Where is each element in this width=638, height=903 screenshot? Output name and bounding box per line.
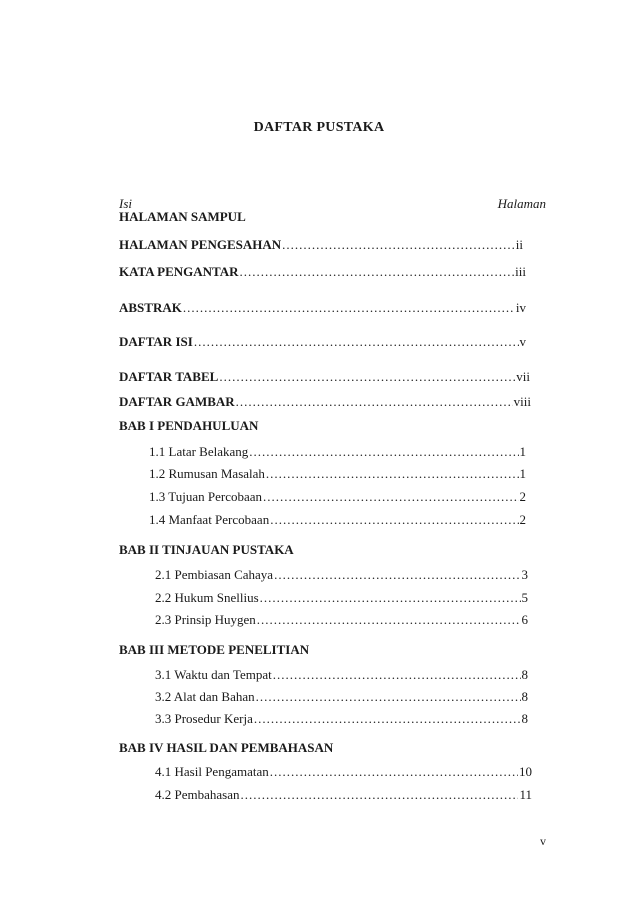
toc-entry-label: 1.3 Tujuan Percobaan xyxy=(149,489,263,504)
toc-header-content: Isi xyxy=(119,196,132,211)
toc-entry-label: BAB I PENDAHULUAN xyxy=(119,418,259,433)
toc-entry-label: 2.3 Prinsip Huygen xyxy=(155,612,256,627)
toc-entry-label: 3.1 Waktu dan Tempat xyxy=(155,667,272,682)
toc-entry-page: 1 xyxy=(519,444,526,459)
toc-entry-page: vii xyxy=(516,369,530,384)
toc-entry-page: iii xyxy=(515,264,526,279)
toc-leader-dots xyxy=(257,612,521,628)
toc-entry xyxy=(155,590,528,606)
toc-entry-label: BAB III METODE PENELITIAN xyxy=(119,642,310,657)
toc-entry xyxy=(119,740,333,756)
toc-entry-label: BAB II TINJAUAN PUSTAKA xyxy=(119,542,294,557)
toc-entry xyxy=(155,567,528,583)
toc-leader-dots xyxy=(240,787,518,803)
toc-leader-dots xyxy=(260,590,521,606)
toc-entry-label: 1.2 Rumusan Masalah xyxy=(149,466,265,481)
toc-entry-page: 3 xyxy=(521,567,528,582)
toc-leader-dots xyxy=(236,394,513,410)
toc-entry-label: 3.2 Alat dan Bahan xyxy=(155,689,255,704)
toc-entry xyxy=(119,542,294,558)
toc-entry-page: 8 xyxy=(521,711,528,726)
toc-entry-page: 8 xyxy=(521,689,528,704)
toc-entry-page: 2 xyxy=(519,489,526,504)
toc-entry-page: 8 xyxy=(521,667,528,682)
toc-entry-page: 6 xyxy=(521,612,528,627)
toc-entry-label: 1.1 Latar Belakang xyxy=(149,444,249,459)
toc-entry-label: ABSTRAK xyxy=(119,300,182,315)
toc-leader-dots xyxy=(254,711,521,727)
toc-entry-page: iv xyxy=(515,300,526,315)
toc-entry-page: viii xyxy=(513,394,531,409)
toc-entry-label: 2.2 Hukum Snellius xyxy=(155,590,259,605)
toc-entry xyxy=(149,444,526,460)
toc-entry-page: 2 xyxy=(519,512,526,527)
toc-entry-label: 4.1 Hasil Pengamatan xyxy=(155,764,269,779)
toc-entry-label: 2.1 Pembiasan Cahaya xyxy=(155,567,274,582)
toc-entry xyxy=(155,689,528,705)
toc-entry xyxy=(155,787,532,803)
toc-leader-dots xyxy=(219,369,515,385)
toc-leader-dots xyxy=(273,667,521,683)
toc-entry-page: 5 xyxy=(521,590,528,605)
toc-header-page: Halaman xyxy=(497,196,546,211)
toc-entry xyxy=(119,264,526,280)
toc-entry xyxy=(119,418,258,434)
toc-leader-dots xyxy=(274,567,520,583)
toc-leader-dots xyxy=(256,689,521,705)
toc-entry-label: DAFTAR TABEL xyxy=(119,369,219,384)
toc-entry xyxy=(119,300,526,316)
toc-leader-dots xyxy=(270,764,518,780)
toc-entry xyxy=(119,394,531,410)
toc-entry-label: 4.2 Pembahasan xyxy=(155,787,240,802)
page-number: v xyxy=(540,834,546,848)
toc-entry-page: v xyxy=(519,334,526,349)
toc-entry xyxy=(149,466,526,482)
toc-entry xyxy=(119,209,527,225)
toc-entry-page: 1 xyxy=(519,466,526,481)
toc-entry-page: 10 xyxy=(519,764,532,779)
toc-entry xyxy=(119,334,526,350)
toc-entry-page: 11 xyxy=(519,787,532,802)
toc-leader-dots xyxy=(282,237,515,253)
toc-entry-label: BAB IV HASIL DAN PEMBAHASAN xyxy=(119,740,334,755)
toc-leader-dots xyxy=(266,466,519,482)
toc-entry-label: 3.3 Prosedur Kerja xyxy=(155,711,253,726)
toc-entry xyxy=(155,711,528,727)
toc-entry xyxy=(155,667,528,683)
toc-entry-label: DAFTAR ISI xyxy=(119,334,193,349)
toc-entry-label: 1.4 Manfaat Percobaan xyxy=(149,512,270,527)
toc-leader-dots xyxy=(240,264,515,280)
toc-entry xyxy=(119,369,530,385)
page-title: DAFTAR PUSTAKA xyxy=(253,120,385,135)
toc-entry-page: ii xyxy=(515,237,523,252)
toc-entry xyxy=(119,237,523,253)
toc-entry xyxy=(149,512,526,528)
toc-entry xyxy=(155,764,532,780)
toc-entry xyxy=(155,612,528,628)
toc-leader-dots xyxy=(249,444,518,460)
toc-leader-dots xyxy=(270,512,518,528)
toc-entry-label: HALAMAN SAMPUL xyxy=(119,209,246,224)
toc-leader-dots xyxy=(183,300,515,316)
toc-entry xyxy=(119,642,309,658)
toc-entry-label: HALAMAN PENGESAHAN xyxy=(119,237,282,252)
toc-entry-label: DAFTAR GAMBAR xyxy=(119,394,235,409)
toc-entry-label: KATA PENGANTAR xyxy=(119,264,239,279)
toc-entry xyxy=(149,489,526,505)
toc-leader-dots xyxy=(194,334,519,350)
toc-leader-dots xyxy=(263,489,518,505)
